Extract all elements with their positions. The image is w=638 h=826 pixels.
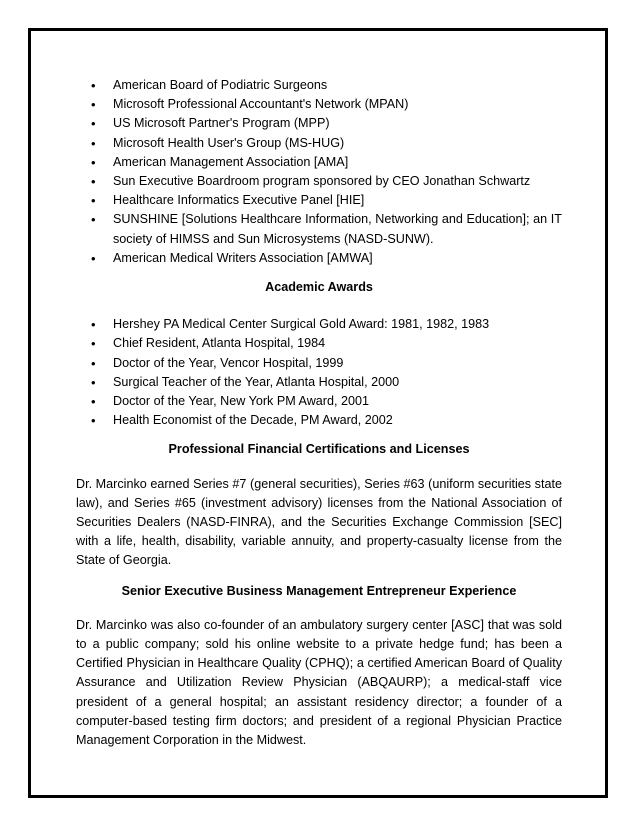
list-item: • Surgical Teacher of the Year, Atlanta Hospital, 2000 (76, 373, 562, 392)
certifications-paragraph: Dr. Marcinko earned Series #7 (general securities), Series #63 (uniform securities state law), and Series #65 (investment advisory) licenses from the National Association of Securities Dealers (NASD-FINRA), and the Securities Exchange Commission [SEC] with a life, health, disability, variable annuity, and property-casualty license from the State of Georgia. (76, 476, 562, 568)
list-item: • American Management Association [AMA] (76, 153, 562, 172)
document-body (76, 76, 562, 750)
academic-awards-heading: Academic Awards (265, 280, 373, 295)
list-item: • Sun Executive Boardroom program sponsored by CEO Jonathan Schwartz (76, 172, 562, 191)
certifications-heading: Professional Financial Certifications and Licenses (168, 442, 470, 457)
list-item: • Microsoft Health User's Group (MS-HUG) (76, 134, 562, 153)
list-item: • American Board of Podiatric Surgeons (76, 76, 562, 95)
list-item: • American Medical Writers Association [AMWA] (76, 249, 562, 268)
memberships-list (76, 76, 562, 268)
list-item: • Health Economist of the Decade, PM Award, 2002 (76, 411, 562, 430)
list-item: • Doctor of the Year, New York PM Award, 2001 (76, 392, 562, 411)
list-item: • SUNSHINE [Solutions Healthcare Information, Networking and Education]; an IT society of HIMSS and Sun Microsystems (NASD-SUNW). (76, 210, 562, 248)
list-item: • Hershey PA Medical Center Surgical Gold Award: 1981, 1982, 1983 (76, 315, 562, 334)
list-item: • US Microsoft Partner's Program (MPP) (76, 114, 562, 133)
list-item: • Doctor of the Year, Vencor Hospital, 1999 (76, 354, 562, 373)
list-item: • Healthcare Informatics Executive Panel [HIE] (76, 191, 562, 210)
list-item: • Chief Resident, Atlanta Hospital, 1984 (76, 334, 562, 353)
executive-experience-paragraph: Dr. Marcinko was also co-founder of an ambulatory surgery center [ASC] that was sold to a public company; sold his online website to a private hedge fund; has been a Certified Physician in Healthcare Quality (CPHQ); a certified American Board of Quality Assurance and Utilization Review Physician (ABQAURP); a medical-staff vice president of a general hospital; an assistant residency director; a founder of a computer-based testing firm doctors; and president of a regional Physician Practice Management Corporation in the Midwest. (76, 617, 562, 748)
list-item: • Microsoft Professional Accountant's Network (MPAN) (76, 95, 562, 114)
executive-experience-heading: Senior Executive Business Management Entrepreneur Experience (121, 583, 517, 598)
academic-awards-list (76, 315, 562, 430)
